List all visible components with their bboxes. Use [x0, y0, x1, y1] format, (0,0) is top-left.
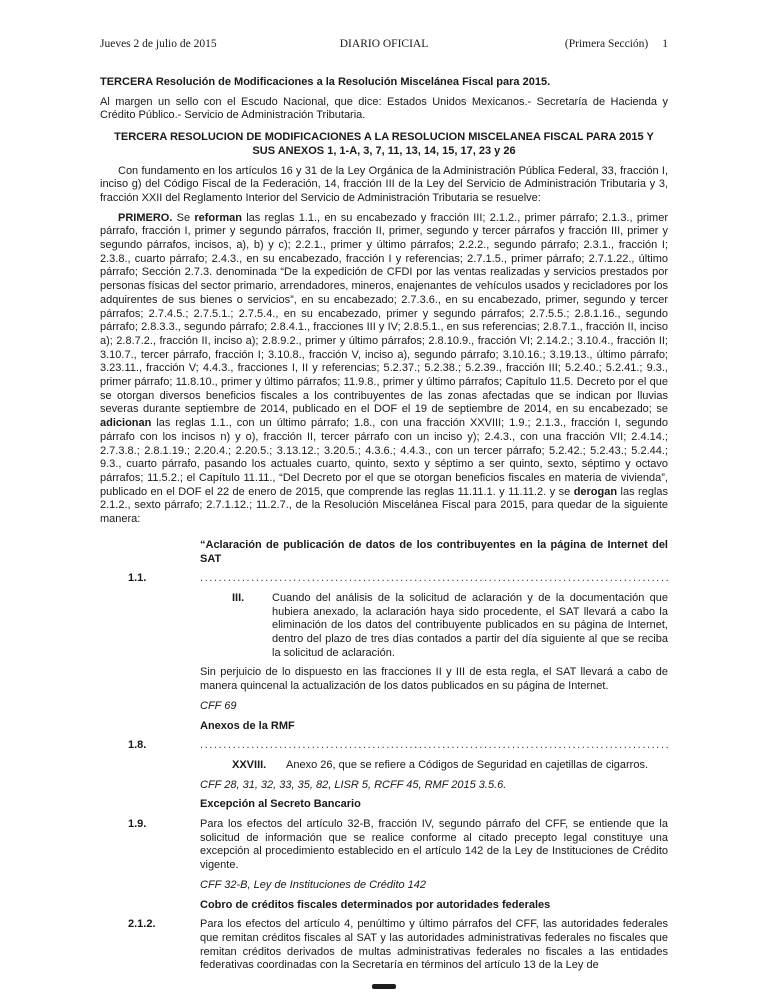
rule-1-1-closing-paragraph: Sin perjuicio de lo dispuesto en las fracciones II y III de esta regla, el SAT llevará a cabo de manera quincenal la actualización de los datos publicados en su página de Internet.	[200, 666, 668, 693]
rule-1-9-references: CFF 32-B, Ley de Instituciones de Crédito 142	[200, 878, 427, 891]
rule-1-1-fraction-iii	[232, 592, 668, 661]
reforman-text: las reglas 1.1., en su encabezado y fracción III; 2.1.2., primer párrafo; 2.1.3., primer párrafo, fracción I, primer y segundo párrafos, fracción II, primer, segundo y tercer párrafos y fracción III, primer y segundo párrafos, incisos, a), b) y c); 2.2.1., primer y último párrafos; 2.2.2., segundo párrafo; 2.3.1., fracción I; 2.3.8., cuarto párrafo; 2.4.3., en su encabezado, fracción I y referencias; 2.7.1.5., primer párrafo; 2.7.1.22., último párrafo; Sección 2.7.3. denominada “De la expedición de CFDI por las ventas realizadas y servicios prestados por personas físicas del sector primario, arrendadores, mineros, enajenantes de vehículos usados y recicladores por los adquirentes de sus bienes o servicios”, en su encabezado; 2.7.3.6., en su encabezado, primer, segundo y tercer párrafos; 2.7.4.5.; 2.7.5.1.; 2.7.5.4., en su encabezado, primer y segundo párrafos; 2.7.5.5.; 2.8.1.16., segundo párrafo; 2.8.3.3., segundo párrafo; 2.8.4.1., fracciones III y IV; 2.8.5.1., en sus referencias; 2.8.7.1., fracción II, inciso a); 2.8.7.2., fracción II, inciso a); 2.8.9.2., primer y último párrafos; 2.8.10.9., fracción VI; 2.14.2.; 3.10.4., fracción II; 3.10.7., tercer párrafo, fracción I; 3.10.8., fracción V, inciso a), segundo párrafo; 3.10.16.; 3.19.13., último párrafo; 3.23.11., fracción V; 4.4.3., fracciones I, II y referencias; 5.2.37.; 5.2.38.; 5.2.39., fracción III; 5.2.40.; 5.2.41.; 9.3., primer párrafo; 11.8.10., primer y último párrafos; 11.9.8., primer y último párrafos; Capítulo 11.5. Decreto por el que se otorgan diversos beneficios fiscales a los contribuyentes de las zonas afectadas que se indican por lluvias severas durante septiembre de 2014, publicado en el DOF el 19 de septiembre de 2014, en su encabezado; se	[100, 211, 668, 416]
rule-1-9-row	[100, 818, 668, 873]
intro-paragraph: Con fundamento en los artículos 16 y 31 de la Ley Orgánica de la Administración Pública Federal, 33, fracción I, inciso g) del Código Fiscal de la Federación, 14, fracción III de la Ley del Servicio de Administración Tributaria y 3, fracción XXII del Reglamento Interior del Servicio de Administración Tributaria se resuelve:	[100, 164, 668, 204]
rule-2-1-2-row	[100, 918, 668, 973]
doc-title: TERCERA Resolución de Modificaciones a la Resolución Miscelánea Fiscal para 2015.	[100, 76, 551, 88]
rule-number-1-9: 1.9.	[128, 818, 147, 831]
header-title: DIARIO OFICIAL	[339, 38, 429, 50]
rules-section	[100, 539, 668, 973]
rule-number-1-1: 1.1.	[128, 572, 147, 585]
margin-note-paragraph: Al margen un sello con el Escudo Nacional, que dice: Estados Unidos Mexicanos.- Secretaría de Hacienda y Crédito Público.- Servicio de Administración Tributaria.	[100, 95, 668, 122]
dotted-leader	[200, 739, 668, 753]
dotted-leader	[200, 572, 668, 586]
adicionan-word: adicionan	[100, 417, 152, 430]
reforman-word: reforman	[194, 211, 242, 224]
primero-label: PRIMERO.	[118, 211, 173, 224]
rule-1-1-heading: “Aclaración de publicación de datos de los contribuyentes en la página de Internet del SAT	[200, 538, 668, 565]
rule-1-9-text: Para los efectos del artículo 32-B, fracción IV, segundo párrafo del CFF, se entiende que la solicitud de información que se realice conforme al citado precepto legal constituye una excepción al procedimiento establecido en el artículo 142 de la Ley de Instituciones de Crédito vigente.	[200, 818, 668, 872]
header-section-label: (Primera Sección)	[564, 38, 649, 50]
derogan-text: las reglas 2.1.2., sexto párrafo; 2.7.1.12.; 11.2.7., de la Resolución Miscelánea Fiscal para 2015, para quedar de la siguiente manera:	[100, 485, 668, 526]
rule-1-8-row	[100, 739, 668, 753]
rule-1-1-references: CFF 69	[200, 699, 237, 712]
fraction-xxviii-text: Anexo 26, que se refiere a Códigos de Seguridad en cajetillas de cigarros.	[286, 758, 649, 771]
rule-number-1-8: 1.8.	[128, 739, 147, 752]
document-body	[100, 76, 668, 973]
page-header	[100, 38, 668, 50]
rule-1-8-heading: Anexos de la RMF	[200, 719, 295, 732]
page-number: 1	[662, 38, 668, 50]
rule-2-1-2-text: Para los efectos del artículo 4, penúltimo y último párrafos del CFF, las autoridades federales que remitan créditos fiscales al SAT y las autoridades administrativas federales no fiscales que remitan créditos derivados de multas administrativas federales no fiscales a las entidades federativas coordinadas con la Secretaría en términos del artículo 13 de la Ley de	[200, 918, 668, 972]
header-section	[428, 38, 668, 50]
adicionan-text: las reglas 1.1., con un último párrafo; 1.8., con una fracción XXVIII; 1.9.; 2.1.3., fracción I, segundo párrafo con los incisos n) y o), fracción II, tercer párrafo con un inciso y); 2.4.3., con una fracción VII; 2.4.14.; 2.7.3.8.; 2.8.1.19.; 2.20.4.; 2.20.5.; 3.13.12.; 3.20.5.; 4.3.6.; 4.4.3., con un tercer párrafo; 5.2.42.; 5.2.43.; 5.2.44.; 9.3., cuarto párrafo, pasando los actuales cuarto, quinto, sexto y séptimo a ser quinto, sexto, séptimo y octavo párrafos; 11.5.2.; el Capítulo 11.11., “Del Decreto por el que se otorgan beneficios fiscales en materia de vivienda”, publicado en el DOF el 22 de enero de 2015, que comprende las reglas 11.11.1. y 11.11.2. y se	[100, 417, 668, 498]
header-date: Jueves 2 de julio de 2015	[100, 38, 217, 50]
derogan-word: derogan	[573, 485, 618, 498]
rule-2-1-2-heading: Cobro de créditos fiscales determinados por autoridades federales	[200, 898, 551, 911]
primero-lead: Se	[172, 211, 195, 224]
fraction-iii-text: Cuando del análisis de la solicitud de aclaración y de la documentación que hubiera anexado, la aclaración haya sido procedente, el SAT llevará a cabo la eliminación de los datos del contribuyente publicados en su página de Internet, dentro del plazo de tres días contados a partir del día siguiente al que se reciba la solicitud de aclaración.	[272, 591, 668, 659]
rule-1-9-heading: Excepción al Secreto Bancario	[200, 798, 361, 811]
rule-1-8-fraction-xxviii	[232, 759, 668, 773]
main-heading: TERCERA RESOLUCION DE MODIFICACIONES A LA RESOLUCION MISCELANEA FISCAL PARA 2015 Y SUS ANEXOS 1, 1-A, 3, 7, 11, 13, 14, 15, 17, 23 y 26	[114, 131, 654, 157]
rule-1-1-row	[100, 572, 668, 586]
fraction-iii-label: III.	[232, 591, 245, 604]
page-bottom-mark	[372, 984, 396, 989]
primero-paragraph	[100, 212, 668, 527]
rule-number-2-1-2: 2.1.2.	[128, 918, 156, 931]
fraction-xxviii-label: XXVIII.	[232, 758, 267, 771]
rule-1-8-references: CFF 28, 31, 32, 33, 35, 82, LISR 5, RCFF 45, RMF 2015 3.5.6.	[200, 778, 507, 791]
